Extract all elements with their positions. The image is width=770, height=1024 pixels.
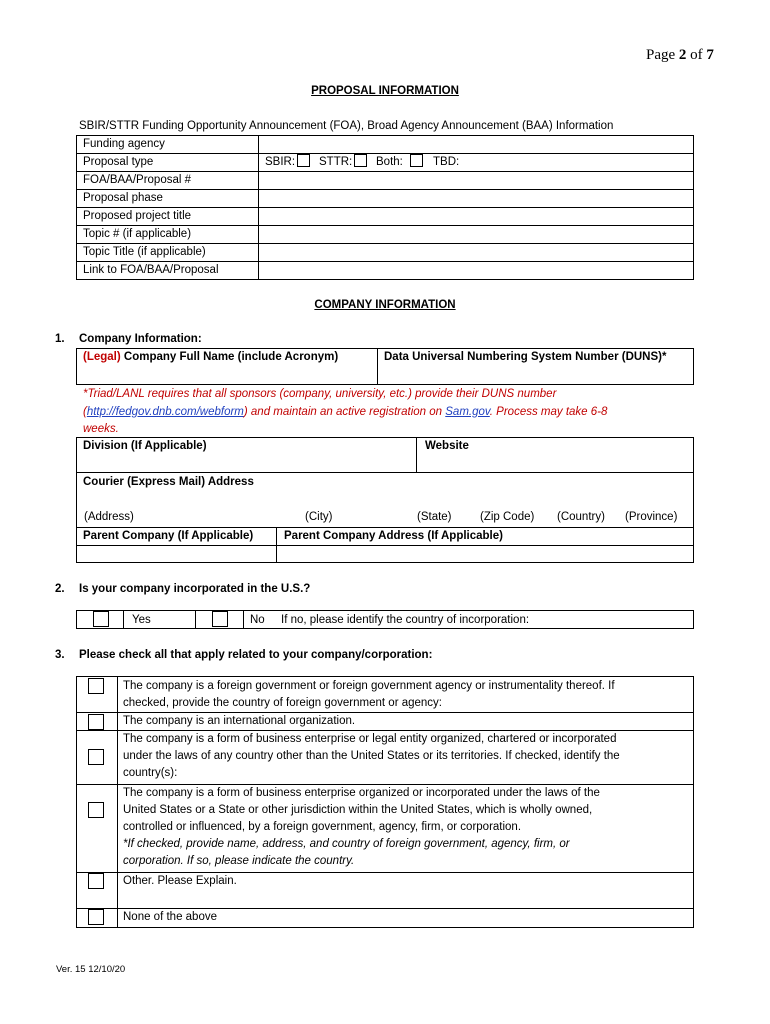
division-label: Division (If Applicable) <box>83 440 207 452</box>
sbir-checkbox[interactable] <box>297 154 310 167</box>
state-placeholder: (State) <box>417 511 452 523</box>
q3-number: 3. <box>55 649 65 661</box>
q3-option3-line3: country(s): <box>123 767 178 779</box>
duns-note-line2 <box>83 404 607 422</box>
q3-option3-text <box>123 731 620 782</box>
q3-option4-checkbox[interactable] <box>88 802 104 818</box>
row-proposal-phase-label: Proposal phase <box>83 192 163 204</box>
q3-option3-line1: The company is a form of business enterprise or legal entity organized, chartered or incorporated <box>123 733 617 745</box>
q3-option1-line1: The company is a foreign government or foreign government agency or instrumentality thereof. If <box>123 680 615 692</box>
full-name-label <box>83 349 338 366</box>
city-placeholder: (City) <box>305 511 333 523</box>
proposal-table-caption: SBIR/STTR Funding Opportunity Announcement (FOA), Broad Agency Announcement (BAA) Information <box>79 120 614 132</box>
proposal-heading: PROPOSAL INFORMATION <box>311 85 459 97</box>
proposal-phase-field[interactable] <box>260 190 692 206</box>
q3-option5-checkbox[interactable] <box>88 873 104 889</box>
tbd-label: TBD: <box>433 156 460 168</box>
no-label: No <box>250 614 265 626</box>
q1-label: Company Information: <box>79 333 202 345</box>
note-part2: ) and maintain an active registration on <box>243 405 446 418</box>
page-current: 2 <box>678 47 687 63</box>
duns-note-line3: weeks. <box>83 423 119 435</box>
duns-label: Data Universal Numbering System Number (DUNS)* <box>384 351 667 363</box>
parent-address-field[interactable] <box>278 546 691 561</box>
q3-option4-line2: United States or a State or other jurisdiction within the United States, which is wholly owned, <box>123 804 593 816</box>
sttr-label: STTR: <box>319 156 353 168</box>
link-field[interactable] <box>260 262 692 278</box>
sam-gov-link[interactable]: Sam.gov <box>445 405 490 418</box>
q3-option2-text: The company is an international organization. <box>123 715 356 727</box>
country-placeholder: (Country) <box>557 511 605 523</box>
sttr-checkbox[interactable] <box>354 154 367 167</box>
address-placeholder: (Address) <box>84 511 134 523</box>
q3-option3-line2: under the laws of any country other than the United States or its territories. If checked, identify the <box>123 750 620 762</box>
yes-label: Yes <box>132 614 151 626</box>
q3-option4-line4: *If checked, provide name, address, and country of foreign government, agency, firm, or <box>123 838 570 850</box>
row-project-title-label: Proposed project title <box>83 210 192 222</box>
company-heading: COMPANY INFORMATION <box>314 299 456 311</box>
q3-option4-text <box>123 785 600 870</box>
zip-placeholder: (Zip Code) <box>480 511 535 523</box>
fedgov-link[interactable]: http://fedgov.dnb.com/webform <box>86 405 244 418</box>
q3-option4-line1: The company is a form of business enterprise organized or incorporated under the laws of the <box>123 787 600 799</box>
if-no-label: If no, please identify the country of incorporation: <box>281 614 530 626</box>
parent-company-field[interactable] <box>78 546 274 561</box>
page-total: 7 <box>706 47 714 63</box>
row-proposal-type-label: Proposal type <box>83 156 154 168</box>
parent-company-label: Parent Company (If Applicable) <box>83 530 254 542</box>
duns-note-line1: *Triad/LANL requires that all sponsors (company, university, etc.) provide their DUNS number <box>83 388 557 400</box>
topic-number-field[interactable] <box>260 226 692 242</box>
row-topic-title-label: Topic Title (if applicable) <box>83 246 206 258</box>
q3-option6-checkbox[interactable] <box>88 909 104 925</box>
project-title-field[interactable] <box>260 208 692 224</box>
sbir-label: SBIR: <box>265 156 296 168</box>
q3-option4-line5: corporation. If so, please indicate the country. <box>123 855 355 867</box>
q3-option1-line2: checked, provide the country of foreign government or agency: <box>123 697 442 709</box>
yes-checkbox[interactable] <box>93 611 109 627</box>
page-number <box>646 47 714 64</box>
full-name-text: Company Full Name (include Acronym) <box>120 351 339 363</box>
page-of: of <box>686 47 707 63</box>
no-checkbox[interactable] <box>212 611 228 627</box>
row-link-label: Link to FOA/BAA/Proposal <box>83 264 219 276</box>
topic-title-field[interactable] <box>260 244 692 260</box>
funding-agency-field[interactable] <box>260 136 692 152</box>
row-topic-number-label: Topic # (if applicable) <box>83 228 192 240</box>
q3-option5-text: Other. Please Explain. <box>123 875 237 887</box>
page-prefix: Page <box>646 47 679 63</box>
note-part3: . Process may take 6-8 <box>489 405 608 418</box>
row-foa-number-label: FOA/BAA/Proposal # <box>83 174 192 186</box>
foa-number-field[interactable] <box>260 172 692 188</box>
courier-label: Courier (Express Mail) Address <box>83 476 254 488</box>
duns-note <box>83 386 607 439</box>
q3-option1-text <box>123 678 615 712</box>
parent-address-label: Parent Company Address (If Applicable) <box>284 530 503 542</box>
legal-prefix: (Legal) <box>83 351 121 363</box>
row-funding-agency-label: Funding agency <box>83 138 165 150</box>
website-label: Website <box>425 440 469 452</box>
q2-label: Is your company incorporated in the U.S.? <box>79 583 311 595</box>
both-checkbox[interactable] <box>410 154 423 167</box>
q1-number: 1. <box>55 333 65 345</box>
province-placeholder: (Province) <box>625 511 678 523</box>
both-label: Both: <box>376 156 403 168</box>
version-footer: Ver. 15 12/10/20 <box>56 964 126 975</box>
q3-option2-checkbox[interactable] <box>88 714 104 730</box>
q3-option1-checkbox[interactable] <box>88 678 104 694</box>
q3-option6-text: None of the above <box>123 911 217 923</box>
q2-number: 2. <box>55 583 65 595</box>
q3-option4-line3: controlled or influenced, by a foreign government, agency, firm, or corporation. <box>123 821 522 833</box>
q3-label: Please check all that apply related to your company/corporation: <box>79 649 433 661</box>
q3-option3-checkbox[interactable] <box>88 749 104 765</box>
note-paren: ( <box>83 405 87 418</box>
